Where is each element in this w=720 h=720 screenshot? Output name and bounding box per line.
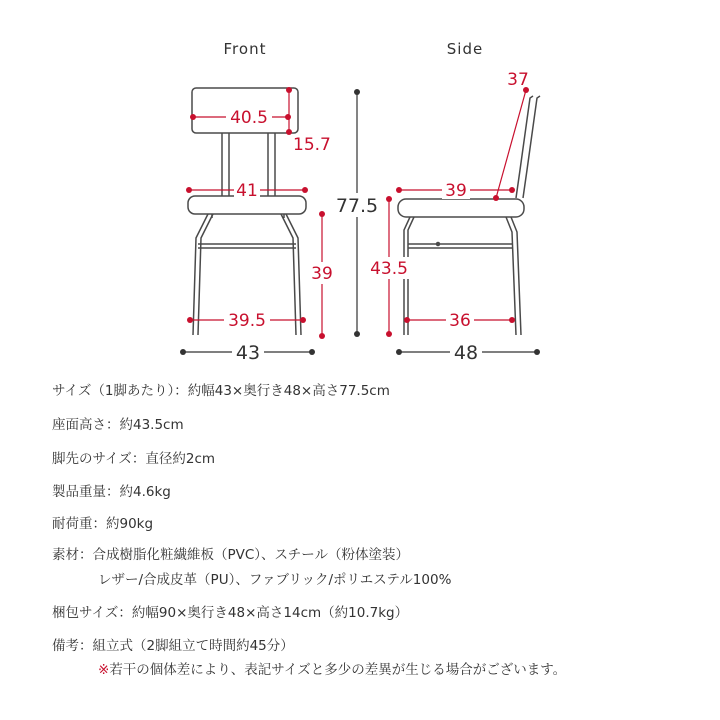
front-leg-span-value: 39.5 (228, 311, 266, 331)
front-back-height-value: 15.7 (293, 135, 331, 155)
dim-dot (180, 349, 186, 355)
side-seat-depth-value: 39 (445, 181, 467, 201)
total-height-dimension (333, 89, 381, 337)
dim-dot (396, 187, 402, 193)
side-chair-drawing (398, 96, 540, 335)
total-height-value: 77.5 (335, 195, 379, 217)
dim-dot (319, 211, 325, 217)
spec-weight: 製品重量：約4.6kg (52, 484, 171, 500)
spec-foot-size: 脚先のサイズ：直径約2cm (52, 451, 216, 467)
side-total-depth-value: 48 (453, 342, 479, 364)
front-leg-left-inner (198, 214, 213, 335)
side-bolt (437, 243, 440, 246)
front-dimensions (180, 87, 334, 364)
front-seat-width-value: 41 (236, 181, 258, 201)
dim-dot (286, 129, 292, 135)
front-view-label: Front (223, 40, 267, 58)
front-seat-height-value: 39 (311, 264, 333, 284)
dim-dot (186, 187, 192, 193)
dim-dot (319, 333, 325, 339)
spec-note-1: 備考：組立式（2脚組立て時間約45分） (52, 638, 294, 654)
dim-dot (190, 114, 196, 120)
dim-dot (354, 89, 360, 95)
spec-note-2-line (98, 661, 566, 679)
spec-material-1: 素材：合成樹脂化粧繊維板（PVC）、スチール（粉体塗装） (52, 547, 410, 563)
front-total-width-value: 43 (235, 342, 261, 364)
note-mark: ※ (98, 662, 110, 678)
dim-dot (493, 195, 499, 201)
dim-dot (187, 317, 193, 323)
dim-dot (285, 114, 291, 120)
spec-seat-height: 座面高さ：約43.5cm (52, 417, 184, 433)
dim-dot (386, 196, 392, 202)
side-back-depth-value: 37 (507, 70, 529, 90)
dim-dot (300, 317, 306, 323)
side-view-label: Side (446, 40, 484, 58)
dim-dot (534, 349, 540, 355)
spec-note-2: 若干の個体差により、表記サイズと多少の差異が生じる場合がございます。 (109, 662, 567, 678)
dim-dot (302, 187, 308, 193)
dim-line-side-back-depth (496, 90, 526, 198)
dim-dot (396, 349, 402, 355)
dim-dot (509, 187, 515, 193)
spec-load: 耐荷重：約90kg (52, 516, 154, 532)
dim-dot (354, 331, 360, 337)
side-seat (398, 199, 524, 217)
dim-dot (286, 87, 292, 93)
front-leg-right-inner (281, 214, 296, 335)
side-leg-span-value: 36 (449, 311, 471, 331)
side-backrest-outer (523, 96, 540, 198)
dim-dot (386, 331, 392, 337)
spec-package: 梱包サイズ：約幅90×奥行き48×高さ14cm（約10.7kg） (52, 605, 409, 621)
spec-size: サイズ（1脚あたり）：約幅43×奥行き48×高さ77.5cm (52, 383, 390, 399)
dim-dot (309, 349, 315, 355)
spec-material-2: レザー/合成皮革（PU）、ファブリック/ポリエステル100% (98, 572, 452, 588)
side-seat-height-value: 43.5 (370, 259, 408, 279)
dim-dot (404, 317, 410, 323)
front-back-width-value: 40.5 (230, 108, 268, 128)
dim-dot (509, 317, 515, 323)
